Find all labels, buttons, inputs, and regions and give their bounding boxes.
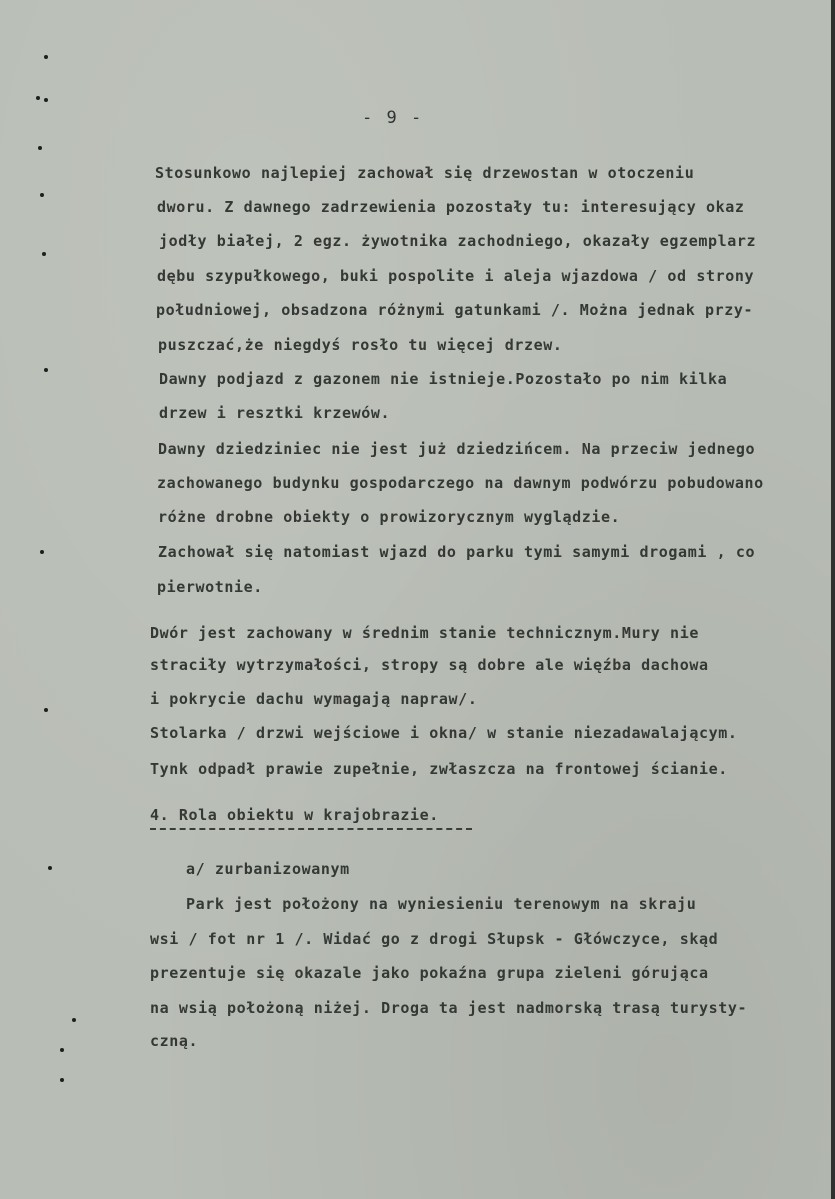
text-line: Stolarka / drzwi wejściowe i okna/ w stanie niezadawalającym. xyxy=(150,724,738,742)
text-line: południowej, obsadzona różnymi gatunkami /. Można jednak przy- xyxy=(156,301,754,319)
text-line: Stosunkowo najlepiej zachował się drzewostan w otoczeniu xyxy=(155,164,695,182)
text-line: straciły wytrzymałości, stropy są dobre ale więźba dachowa xyxy=(150,656,709,674)
section-heading: 4. Rola obiektu w krajobrazie. xyxy=(150,806,439,824)
punch-mark xyxy=(60,1048,64,1052)
text-line: Park jest położony na wyniesieniu terenowym na skraju xyxy=(186,895,697,913)
punch-mark xyxy=(44,55,48,59)
punch-mark xyxy=(36,96,40,100)
punch-mark xyxy=(42,252,46,256)
punch-mark xyxy=(40,193,44,197)
punch-mark xyxy=(44,708,48,712)
text-line: pierwotnie. xyxy=(157,578,263,596)
punch-mark xyxy=(40,550,44,554)
text-line: dworu. Z dawnego zadrzewienia pozostały tu: interesujący okaz xyxy=(157,198,745,216)
text-line: Dawny dziedziniec nie jest już dziedzińcem. Na przeciw jednego xyxy=(158,440,756,458)
text-line: czną. xyxy=(150,1032,199,1050)
punch-mark xyxy=(60,1078,64,1082)
text-line: zachowanego budynku gospodarczego na dawnym podwórzu pobudowano xyxy=(157,474,764,492)
page-number: - 9 - xyxy=(362,108,424,128)
punch-mark xyxy=(72,1018,76,1022)
text-line: Dwór jest zachowany w średnim stanie technicznym.Mury nie xyxy=(150,624,699,642)
text-line: Zachował się natomiast wjazd do parku tymi samymi drogami , co xyxy=(158,543,756,561)
text-line: wsi / fot nr 1 /. Widać go z drogi Słupsk - Główczyce, skąd xyxy=(150,930,719,948)
text-line: i pokrycie dachu wymagają napraw/. xyxy=(150,690,478,708)
text-line: Tynk odpadł prawie zupełnie, zwłaszcza na frontowej ścianie. xyxy=(150,760,728,778)
punch-mark xyxy=(44,98,48,102)
punch-mark xyxy=(48,866,52,870)
text-line: na wsią położoną niżej. Droga ta jest nadmorską trasą turysty- xyxy=(150,999,748,1017)
text-line: Dawny podjazd z gazonem nie istnieje.Pozostało po nim kilka xyxy=(159,370,728,388)
punch-mark xyxy=(38,146,42,150)
subsection-heading: a/ zurbanizowanym xyxy=(186,860,350,878)
text-line: różne drobne obiekty o prowizorycznym wyglądzie. xyxy=(158,508,621,526)
text-line: prezentuje się okazale jako pokaźna grupa zieleni górująca xyxy=(150,964,709,982)
punch-mark xyxy=(44,368,48,372)
text-line: jodły białej, 2 egz. żywotnika zachodniego, okazały egzemplarz xyxy=(159,232,757,250)
text-line: puszczać,że niegdyś rosło tu więcej drzew. xyxy=(158,336,563,354)
text-line: dębu szypułkowego, buki pospolite i aleja wjazdowa / od strony xyxy=(157,267,755,285)
heading-underline xyxy=(150,828,472,830)
text-line: drzew i resztki krzewów. xyxy=(159,404,391,422)
